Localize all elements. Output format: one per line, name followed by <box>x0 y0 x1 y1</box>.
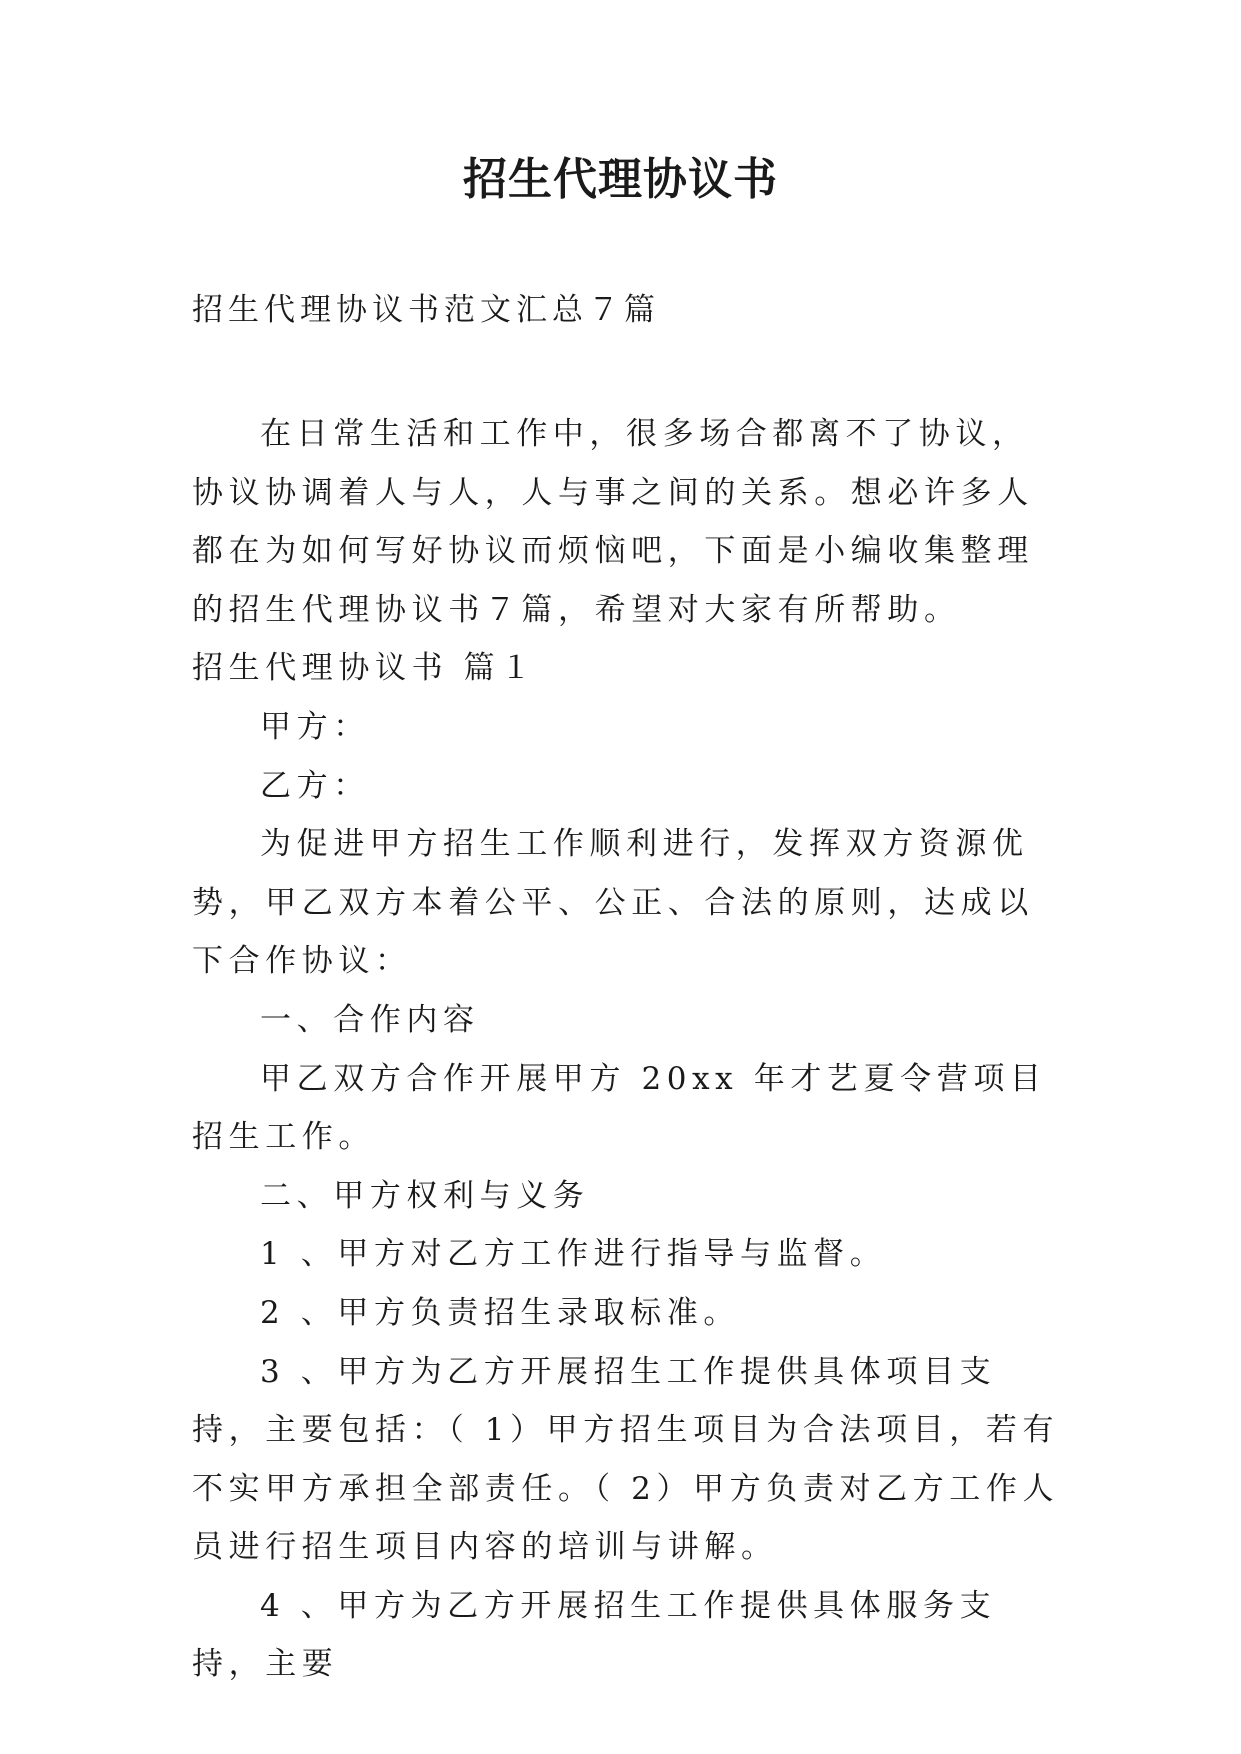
intro-paragraph: 在日常生活和工作中，很多场合都离不了协议，协议协调着人与人，人与事之间的关系。想必许多人都在为如何写好协议而烦恼吧，下面是小编收集整理的招生代理协议书７篇，希望对大家有所帮助。 <box>192 416 1034 628</box>
clause1-text: 甲乙双方合作开展甲方 20xx 年才艺夏令营项目招生工作。 <box>192 1060 1047 1156</box>
party-b-line: 乙方： <box>260 767 370 804</box>
clause2-item-1: 1 、甲方对乙方工作进行指导与监督。 <box>260 1236 887 1273</box>
clause2-heading: 二、甲方权利与义务 <box>260 1177 590 1214</box>
clause2-item-4: 4 、甲方为乙方开展招生工作提供具体服务支持，主要 <box>192 1587 997 1683</box>
document-title: 招生代理协议书 <box>463 154 778 205</box>
clause2-item-3: 3 、甲方为乙方开展招生工作提供具体项目支持，主要包括：（ 1）甲方招生项目为合法项目，若有不实甲方承担全部责任。（ 2）甲方负责对乙方工作人员进行招生项目内容的培训与讲解。 <box>192 1353 1060 1566</box>
section-heading: 招生代理协议书 篇１ <box>192 650 537 687</box>
document-body <box>192 405 1064 1694</box>
clause1-heading: 一、合作内容 <box>260 1001 480 1038</box>
clause2-item-2: 2 、甲方负责招生录取标准。 <box>260 1294 740 1331</box>
document-subtitle: 招生代理协议书范文汇总７篇 <box>192 292 660 328</box>
preamble-paragraph: 为促进甲方招生工作顺利进行，发挥双方资源优势，甲乙双方本着公平、公正、合法的原则，达成以下合作协议： <box>192 826 1034 980</box>
party-a-line: 甲方： <box>260 708 370 745</box>
